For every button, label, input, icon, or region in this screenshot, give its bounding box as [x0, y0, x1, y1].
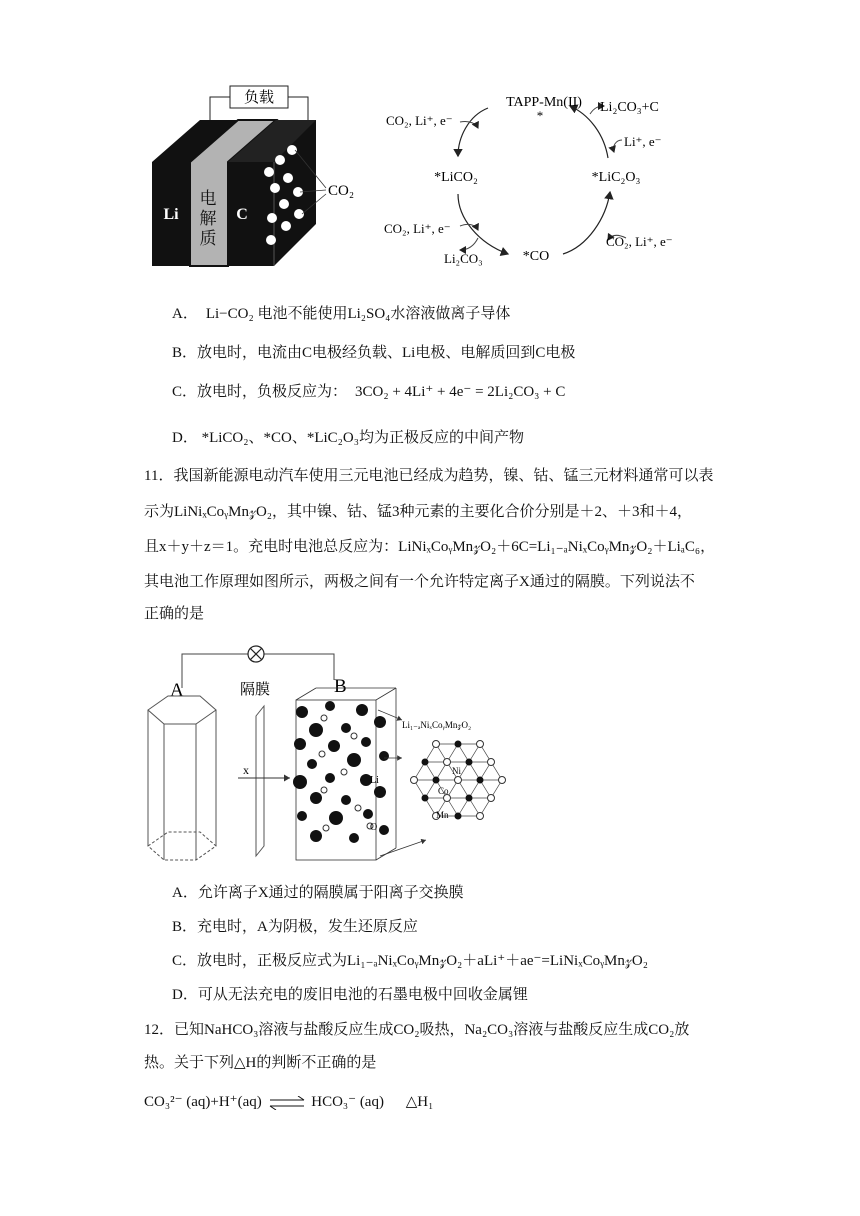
electrolyte-char-1: 电 [199, 189, 217, 208]
li-co2-battery-figure [140, 80, 380, 280]
membrane-sheet [256, 706, 264, 856]
membrane-label: 隔膜 [240, 682, 271, 698]
input-label-1: CO₂, Li⁺, e⁻ [386, 113, 453, 128]
q11-option-a: A．允许离子X通过的隔膜属于阳离子交换膜 [172, 885, 464, 901]
q10-option-d: D． *LiCO₂、*CO、*LiC₂O₃均为正极反应的中间产物 [172, 430, 524, 446]
ion-x-label: x [243, 763, 249, 777]
co2-label: CO₂ [328, 183, 355, 199]
graphite-prism [148, 696, 216, 860]
output-label-li2co3-c: Li₂CO₃+C [600, 100, 659, 115]
compound-label: Li₁₋ₐNiₓCoᵧMn𝓏O₂ [402, 720, 472, 730]
q11-option-c: C．放电时，正极反应式为Li₁₋ₐNiₓCoᵧMn𝓏O₂＋aLi⁺＋ae⁻=LiNiₓCoᵧMn𝓏O₂ [172, 953, 648, 969]
output-label-li2co3: Li₂CO₃ [444, 251, 483, 266]
electrode-b-label: B [334, 676, 347, 697]
co-label: Co [438, 786, 449, 796]
q11-stem-line-1: 11．我国新能源电动汽车使用三元电池已经成为趋势，镍、钴、锰三元材料通常可以表 [144, 468, 714, 484]
load-label: 负载 [243, 90, 275, 106]
q12-stem-line-2: 热。关于下列△H的判断不正确的是 [144, 1055, 377, 1071]
q12-equation [144, 1092, 433, 1112]
q11-stem-line-4: 其电池工作原理如图所示，两极之间有一个允许特定离子X通过的隔膜。下列说法不 [144, 574, 695, 590]
intermediate-lico2: *LiCO₂ [434, 170, 478, 185]
cathode-label: C [236, 206, 248, 223]
input-label-3: CO₂, Li⁺, e⁻ [606, 234, 673, 249]
q10-option-a: A． Li−CO₂ 电池不能使用Li₂SO₄水溶液做离子导体 [172, 306, 511, 322]
equilibrium-arrow-icon [268, 1096, 306, 1110]
q11-stem-line-3: 且x＋y＋z＝1。充电时电池总反应为：LiNiₓCoᵧMn𝓏O₂＋6C=Li₁₋ₐNiₓCoᵧMn𝓏O₂＋LiₐC₆， [144, 539, 716, 555]
catalytic-cycle-figure [378, 88, 698, 274]
q11-stem-line-5: 正确的是 [144, 606, 205, 622]
q11-option-b: B．充电时，A为阴极，发生还原反应 [172, 919, 418, 935]
ternary-battery-figure [140, 640, 520, 870]
equation-enthalpy: △H₁ [405, 1094, 434, 1110]
anode-label: Li [163, 206, 179, 223]
equation-right: HCO₃⁻ (aq) [311, 1094, 384, 1110]
electrode-a-label: A [170, 680, 184, 701]
equation-left: CO₃²⁻ (aq)+H⁺(aq) [144, 1094, 262, 1110]
q11-stem-line-2: 示为LiNiₓCoᵧMn𝓏O₂，其中镍、钴、锰3种元素的主要化合价分别是＋2、＋3和＋4， [144, 504, 693, 520]
input-label-4: Li⁺, e⁻ [624, 134, 662, 149]
q10-option-c: C．放电时，负极反应为： 3CO₂ + 4Li⁺ + 4e⁻ = 2Li₂CO₃ + C [172, 384, 566, 400]
intermediate-lic2o3: *LiC₂O₃ [591, 170, 641, 185]
electrolyte-char-3: 质 [199, 229, 217, 248]
q10-option-b: B．放电时，电流由C电极经负载、Li电极、电解质回到C电极 [172, 345, 576, 361]
electrolyte-char-2: 解 [199, 209, 217, 228]
li-label: Li [370, 775, 379, 786]
q11-option-d: D．可从无法充电的废旧电池的石墨电极中回收金属锂 [172, 987, 528, 1003]
intermediate-co: *CO [522, 249, 550, 264]
catalyst-label: TAPP-Mn(II) [506, 95, 582, 110]
catalyst-star: * [536, 108, 544, 123]
o-label: O [370, 822, 378, 833]
mn-label: Mn [436, 810, 449, 820]
q12-stem-line-1: 12．已知NaHCO₃溶液与盐酸反应生成CO₂吸热，Na₂CO₃溶液与盐酸反应生成CO₂放 [144, 1022, 690, 1038]
ni-label: Ni [452, 766, 461, 776]
input-label-2: CO₂, Li⁺, e⁻ [384, 221, 451, 236]
